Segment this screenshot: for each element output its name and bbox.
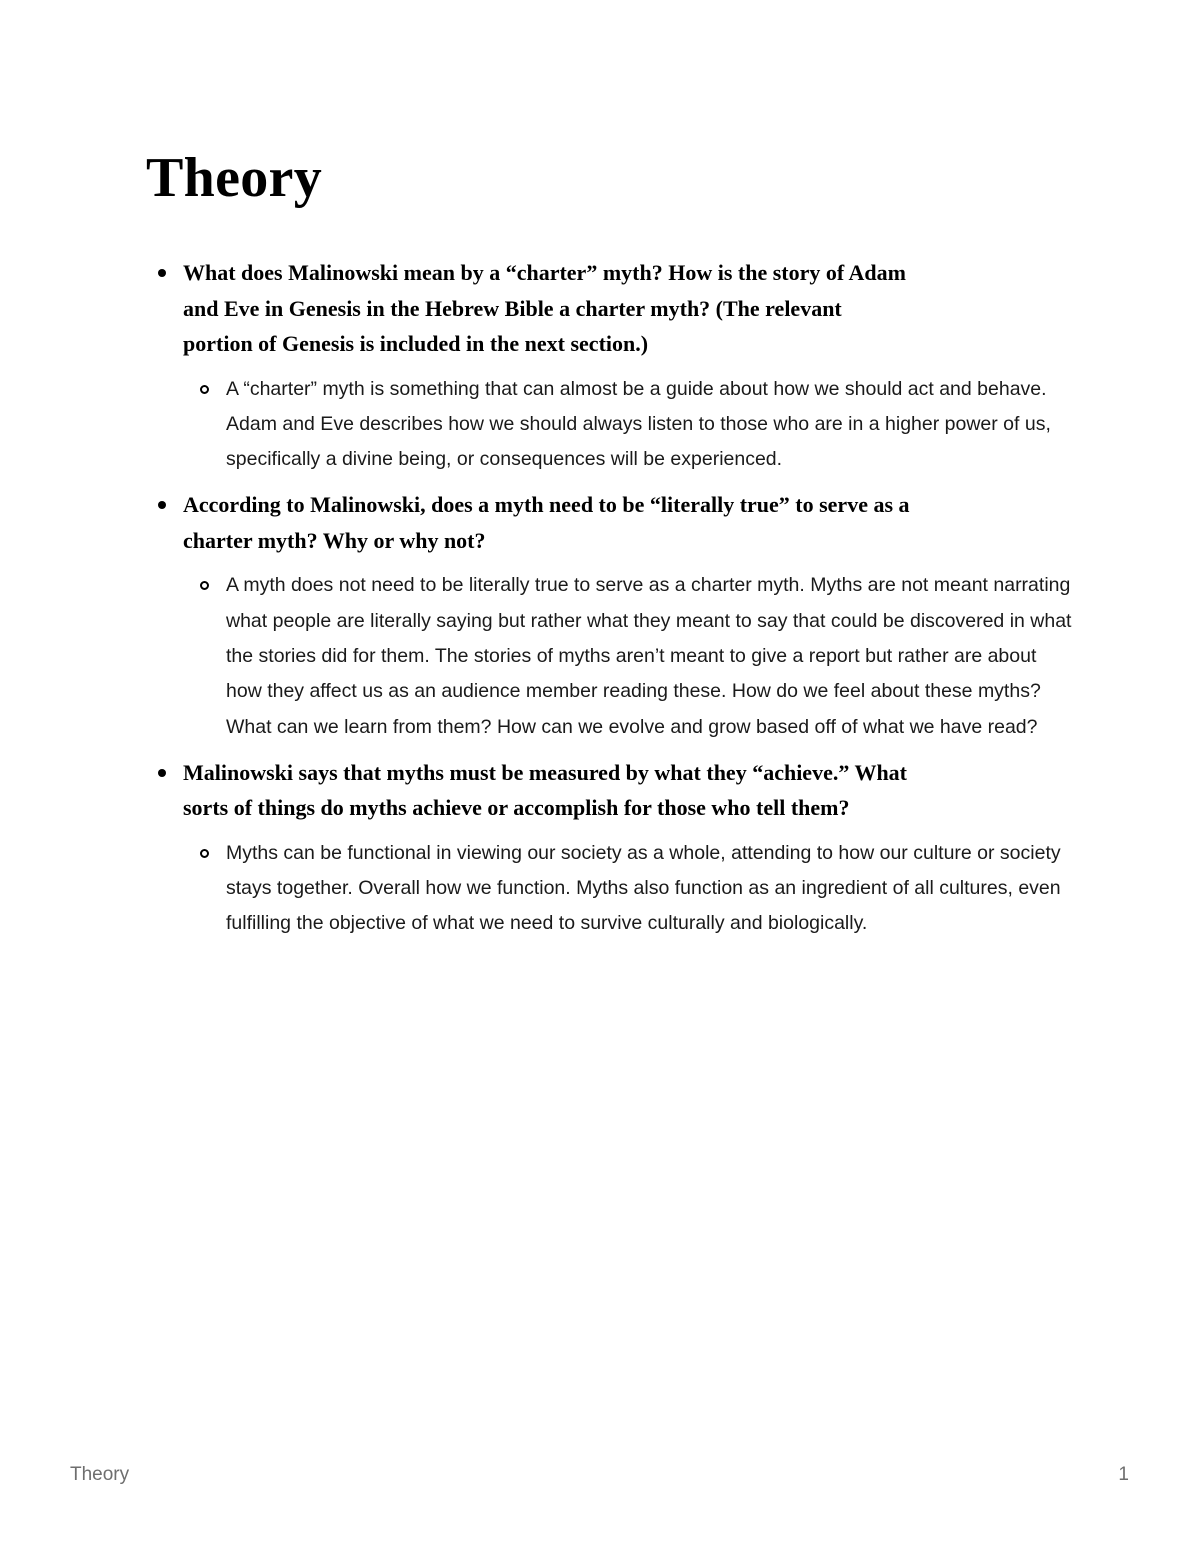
- answer-text: [226, 372, 1073, 478]
- list-item: [183, 255, 1073, 477]
- question-text: [183, 255, 913, 362]
- page-title: Theory: [146, 147, 323, 209]
- answer-label: Myths can be functional in viewing our society as a whole, attending to how our culture or society stays together. Overall how we function. Myths also function as an ingredient of all cultures, even fulfilling the objective of what we need to survive culturally and biologically.: [226, 841, 1061, 935]
- answer-text: [226, 836, 1073, 942]
- list-item: [183, 755, 1073, 942]
- question-label: According to Malinowski, does a myth need to be “literally true” to serve as a charter myth? Why or why not?: [183, 492, 910, 553]
- question-text: [183, 755, 913, 826]
- question-label: What does Malinowski mean by a “charter” myth? How is the story of Adam and Eve in Genesis in the Hebrew Bible a charter myth? (The relevant portion of Genesis is included in the next section.): [183, 260, 906, 356]
- answer-label: A myth does not need to be literally true to serve as a charter myth. Myths are not meant narrating what people are literally saying but rather what they meant to say that could be discovered in what the stories did for them. The stories of myths aren’t meant to give a report but rather are about how they affect us as an audience member reading these. How do we feel about these myths? What can we learn from them? How can we evolve and grow based off of what we have read?: [226, 574, 1072, 738]
- bullet-disc-icon: [158, 501, 166, 509]
- question-label: Malinowski says that myths must be measured by what they “achieve.” What sorts of things do myths achieve or accomplish for those who tell them?: [183, 759, 908, 821]
- bullet-disc-icon: [158, 769, 166, 777]
- answer-label: A “charter” myth is something that can almost be a guide about how we should act and behave. Adam and Eve describes how we should always listen to those who are in a higher power of us, specifically a divine being, or consequences will be experienced.: [226, 377, 1051, 471]
- list-item: [183, 487, 1073, 744]
- question-list: [183, 255, 1073, 952]
- question-text: [183, 487, 913, 558]
- bullet-disc-icon: [158, 269, 166, 277]
- bullet-circle-icon: [200, 849, 209, 858]
- bullet-circle-icon: [200, 581, 209, 590]
- bullet-circle-icon: [200, 385, 209, 394]
- answer-text: [226, 568, 1073, 744]
- footer-title: Theory: [70, 1464, 130, 1485]
- page-number: 1: [1118, 1464, 1129, 1485]
